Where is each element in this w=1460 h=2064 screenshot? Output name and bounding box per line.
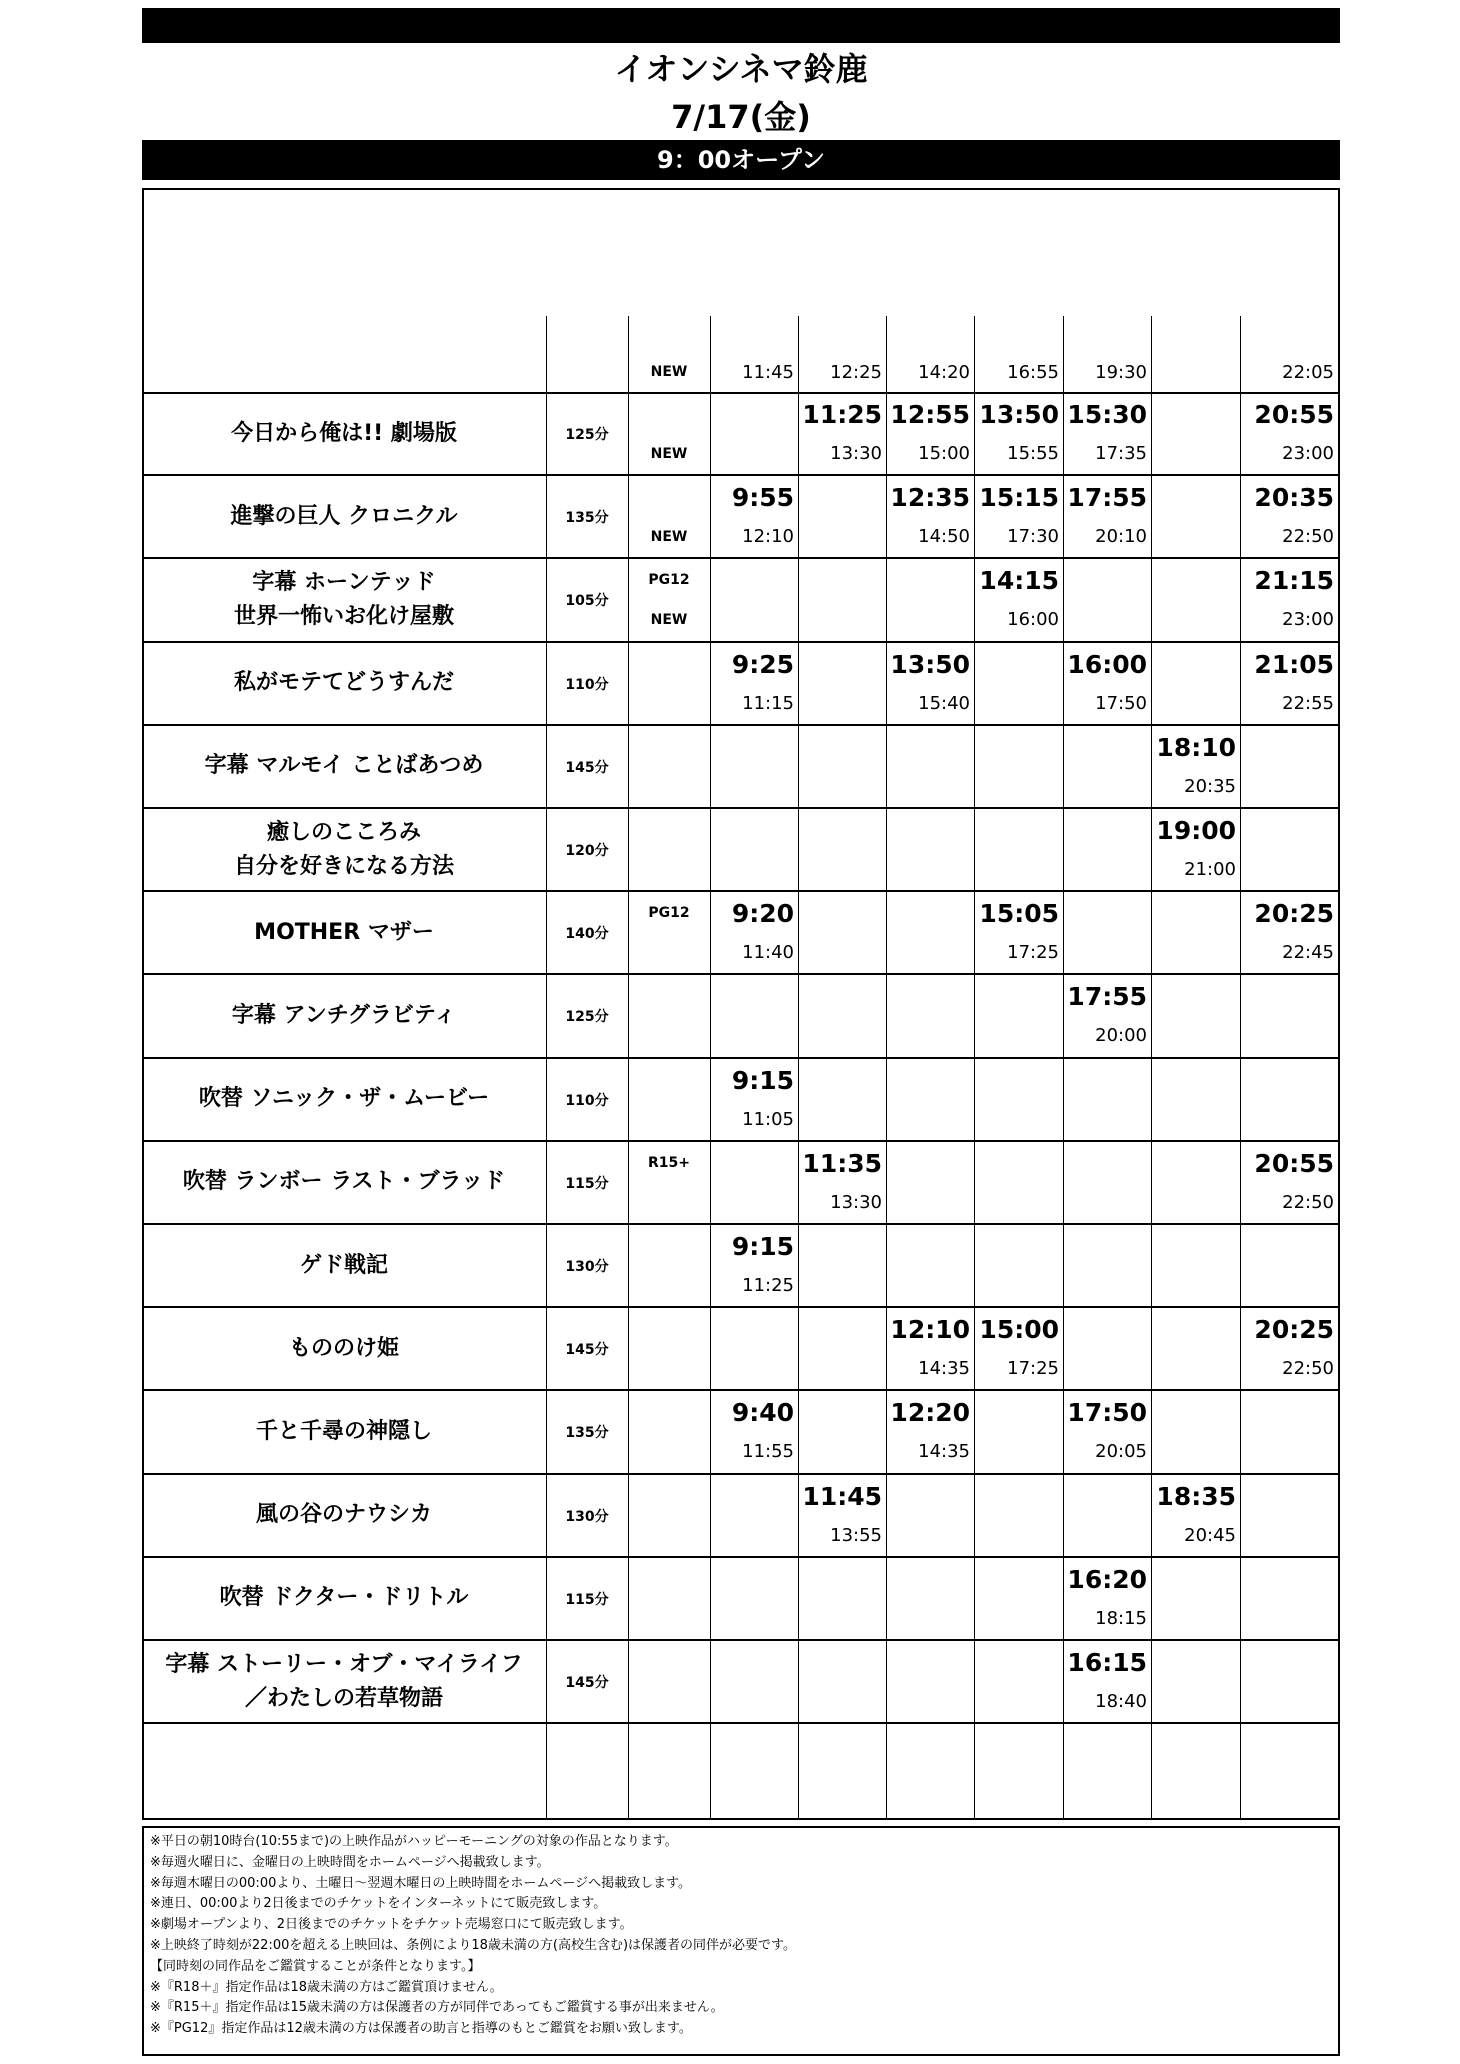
showtime-start[interactable]: 17:50 — [1067, 1398, 1147, 1428]
movie-duration: 110分 — [565, 676, 609, 693]
note-line: ※『PG12』指定作品は12歳未満の方は保護者の助言と指導のもとご鑑賞をお願い致します。 — [150, 2021, 692, 2037]
showtime-end: 22:50 — [1282, 526, 1334, 548]
showtime-end: 17:25 — [1007, 1358, 1059, 1380]
movie-duration: 130分 — [565, 1259, 609, 1275]
showtime-start[interactable]: 15:00 — [979, 1315, 1059, 1345]
showtime-end: 22:45 — [1282, 942, 1334, 964]
showtime-start[interactable]: 12:35 — [890, 483, 970, 513]
movie-title — [142, 1557, 546, 1640]
movie-title — [142, 974, 546, 1057]
movie-title — [142, 1307, 546, 1390]
showtime-start[interactable]: 20:35 — [1254, 483, 1334, 513]
movie-duration: 110分 — [565, 1092, 609, 1109]
opening-time-banner: 9：00オープン — [142, 140, 1340, 180]
showtime-start[interactable]: 16:20 — [1067, 1564, 1147, 1594]
rating-badge: R15+ — [648, 1154, 690, 1171]
movie-duration: 120分 — [565, 843, 609, 859]
note-line: ※『R15＋』指定作品は15歳未満の方は保護者の方が同伴であってもご鑑賞する事が出来ません。 — [150, 2000, 724, 2016]
showtime-end: 13:55 — [830, 1524, 882, 1546]
showtime-start[interactable]: 17:55 — [1067, 982, 1147, 1012]
movie-title-line: 吹替 ソニック・ザ・ムービー — [198, 1086, 490, 1112]
showtime-end: 18:15 — [1095, 1607, 1147, 1629]
movie-title-line: 風の谷のナウシカ — [255, 1502, 432, 1528]
movie-duration: 135分 — [565, 510, 609, 527]
showtime-end: 13:30 — [830, 443, 882, 464]
showtime-start[interactable]: 14:15 — [979, 566, 1059, 596]
showtime-end: 21:00 — [1184, 859, 1236, 880]
movie-title — [142, 1058, 546, 1141]
showtime-start[interactable]: 11:25 — [802, 400, 882, 429]
showtime-start[interactable]: 20:55 — [1254, 1148, 1334, 1178]
showtime-start[interactable]: 21:15 — [1254, 566, 1334, 596]
showtime-end: 17:25 — [1007, 942, 1059, 964]
movie-title-line: ／わたしの若草物語 — [244, 1685, 443, 1711]
showtime-start[interactable]: 13:50 — [890, 649, 970, 679]
showtime-end: 23:00 — [1282, 609, 1334, 631]
showtime-start[interactable]: 9:15 — [731, 1065, 794, 1095]
showtime-end: 14:50 — [918, 526, 970, 548]
showtime-end: 12:10 — [742, 526, 794, 548]
showtime-end: 15:00 — [918, 443, 970, 464]
showtime-start[interactable]: 12:55 — [890, 400, 970, 429]
row-divider — [142, 1722, 1340, 1724]
showtime-start[interactable]: 12:10 — [890, 1315, 970, 1345]
showtime-start[interactable]: 15:30 — [1067, 400, 1147, 429]
movie-title — [142, 475, 546, 558]
showtime-start[interactable]: 12:20 — [890, 1398, 970, 1428]
movie-title — [142, 1474, 546, 1557]
movie-title-line: 癒しのこころみ — [266, 819, 421, 845]
note-line: 【同時刻の同作品をご鑑賞することが条件となります。】 — [150, 1958, 481, 1974]
showtime-end: 20:35 — [1184, 775, 1236, 797]
showtime-start[interactable]: 15:15 — [979, 483, 1059, 513]
showtime-start[interactable]: 19:00 — [1156, 816, 1236, 845]
movie-title-line: 私がモテてどうすんだ — [233, 670, 454, 696]
movie-title-line: 吹替 ランボー ラスト・ブラッド — [182, 1169, 506, 1195]
new-badge: NEW — [650, 446, 688, 462]
schedule-date: 7/17(金) — [671, 98, 811, 136]
showtime-start[interactable]: 9:20 — [731, 899, 794, 929]
column-divider — [1151, 316, 1152, 1820]
movie-duration: 115分 — [565, 1591, 609, 1608]
movie-title-line: 世界一怖いお化け屋敷 — [233, 603, 454, 629]
showtime-start[interactable]: 17:55 — [1067, 483, 1147, 513]
showtime-end: 11:05 — [742, 1108, 794, 1130]
movie-title-line: ゲド戦記 — [299, 1252, 388, 1278]
movie-title — [142, 1141, 546, 1224]
rating-badge: PG12 — [648, 905, 690, 922]
showtime-end: 20:05 — [1095, 1441, 1147, 1463]
top-black-bar — [142, 8, 1340, 43]
notes-list — [150, 1832, 1332, 2040]
showtime-start[interactable]: 11:35 — [802, 1148, 882, 1178]
column-divider — [798, 316, 799, 1820]
showtime-end: 13:30 — [830, 1191, 882, 1213]
showtime-start[interactable]: 18:35 — [1156, 1481, 1236, 1511]
movie-duration: 145分 — [565, 759, 609, 776]
showtime-start[interactable]: 13:50 — [979, 400, 1059, 429]
showtime-start[interactable]: 21:05 — [1254, 649, 1334, 679]
theater-name: イオンシネマ鈴鹿 — [614, 50, 868, 88]
movie-title-line: 字幕 アンチグラビティ — [231, 1002, 457, 1028]
rating-badge: PG12 — [648, 572, 690, 589]
notes-box — [142, 1826, 1340, 2056]
showtime-end: 20:00 — [1095, 1025, 1147, 1047]
movie-title — [142, 891, 546, 974]
showtime-end: 11:25 — [742, 1275, 794, 1296]
new-badge: NEW — [650, 612, 688, 629]
showtime-start[interactable]: 20:55 — [1254, 400, 1334, 429]
header-end-time: 12:25 — [830, 362, 882, 383]
movie-title — [142, 1224, 546, 1307]
note-line: ※連日、00:00より2日後までのチケットをインターネットにて販売致します。 — [150, 1896, 607, 1912]
movie-title — [142, 642, 546, 725]
showtime-end: 17:30 — [1007, 526, 1059, 548]
movie-duration: 135分 — [565, 1425, 609, 1442]
movie-title-line: 字幕 マルモイ ことばあつめ — [204, 753, 484, 779]
movie-title-line: 自分を好きになる方法 — [233, 853, 454, 879]
showtime-end: 20:45 — [1184, 1524, 1236, 1546]
showtime-start[interactable]: 16:00 — [1067, 649, 1147, 679]
note-line: ※劇場オープンより、2日後までのチケットをチケット売場窓口にて販売致します。 — [150, 1917, 633, 1933]
movie-title-line: 進撃の巨人 クロニクル — [230, 503, 458, 529]
showtime-start[interactable]: 18:10 — [1156, 732, 1236, 762]
showtime-end: 23:00 — [1282, 443, 1334, 464]
showtime-end: 20:10 — [1095, 526, 1147, 548]
showtime-end: 14:35 — [918, 1358, 970, 1380]
showtime-start[interactable]: 16:15 — [1067, 1648, 1147, 1677]
showtime-end: 11:40 — [742, 942, 794, 964]
header-end-time: 11:45 — [742, 362, 794, 383]
showtime-start[interactable]: 9:55 — [731, 483, 794, 513]
showtime-end: 15:40 — [918, 692, 970, 714]
showtime-end: 18:40 — [1095, 1691, 1147, 1712]
showtime-start[interactable]: 20:25 — [1254, 1315, 1334, 1345]
note-line: ※毎週木曜日の00:00より、土曜日～翌週木曜日の上映時間をホームページへ掲載致します。 — [150, 1875, 692, 1891]
showtime-start[interactable]: 9:40 — [731, 1398, 794, 1428]
movie-duration: 140分 — [565, 926, 609, 943]
movie-title-line: 今日から俺は!! 劇場版 — [231, 420, 457, 446]
showtime-end: 22:55 — [1282, 692, 1334, 714]
movie-title-line: MOTHER マザー — [254, 919, 434, 945]
showtime-end: 22:50 — [1282, 1191, 1334, 1213]
note-line: ※平日の朝10時台(10:55まで)の上映作品がハッピーモーニングの対象の作品となります。 — [150, 1834, 678, 1849]
header-end-time: 14:20 — [918, 362, 970, 383]
movie-title — [142, 1390, 546, 1473]
header-end-time: 19:30 — [1095, 362, 1147, 383]
showtime-start[interactable]: 9:15 — [731, 1232, 794, 1261]
movie-duration: 115分 — [565, 1175, 609, 1192]
movie-duration: 105分 — [565, 593, 609, 610]
note-line: ※毎週火曜日に、金曜日の上映時間をホームページへ掲載致します。 — [150, 1854, 550, 1870]
showtime-end: 14:35 — [918, 1441, 970, 1463]
movie-title-line: 字幕 ホーンテッド — [252, 569, 436, 595]
showtime-end: 16:00 — [1007, 609, 1059, 631]
showtime-start[interactable]: 20:25 — [1254, 899, 1334, 929]
showtime-end: 11:55 — [742, 1441, 794, 1463]
new-badge: NEW — [650, 529, 688, 546]
movie-duration: 130分 — [565, 1508, 609, 1525]
header-new-badge: NEW — [650, 364, 688, 380]
showtime-end: 17:35 — [1095, 443, 1147, 464]
movie-title — [142, 558, 546, 641]
movie-duration: 125分 — [565, 427, 609, 443]
movie-duration: 145分 — [565, 1342, 609, 1359]
movie-title — [142, 392, 546, 475]
header-end-time: 22:05 — [1282, 362, 1334, 383]
header-end-time: 16:55 — [1007, 362, 1059, 383]
movie-title-line: 字幕 ストーリー・オブ・マイライフ — [165, 1651, 523, 1677]
movie-title — [142, 1640, 546, 1723]
showtime-start[interactable]: 11:45 — [802, 1481, 882, 1511]
movie-title-line: 吹替 ドクター・ドリトル — [219, 1585, 469, 1611]
movie-duration: 145分 — [565, 1675, 609, 1691]
showtime-start[interactable]: 9:25 — [731, 649, 794, 679]
movie-title — [142, 808, 546, 891]
showtime-start[interactable]: 15:05 — [979, 899, 1059, 929]
showtime-end: 15:55 — [1007, 443, 1059, 464]
showtime-end: 11:15 — [742, 692, 794, 714]
showtime-end: 17:50 — [1095, 692, 1147, 714]
movie-title — [142, 725, 546, 808]
note-line: ※上映終了時刻が22:00を超える上映回は、条例により18歳未満の方(高校生含む)は保護者の同伴が必要です。 — [150, 1937, 797, 1953]
showtime-end: 22:50 — [1282, 1358, 1334, 1380]
note-line: ※『R18＋』指定作品は18歳未満の方はご鑑賞頂けません。 — [150, 1979, 503, 1995]
movie-title-line: 千と千尋の神隠し — [255, 1418, 432, 1444]
movie-duration: 125分 — [565, 1009, 609, 1026]
movie-title-line: もののけ姫 — [288, 1335, 399, 1361]
